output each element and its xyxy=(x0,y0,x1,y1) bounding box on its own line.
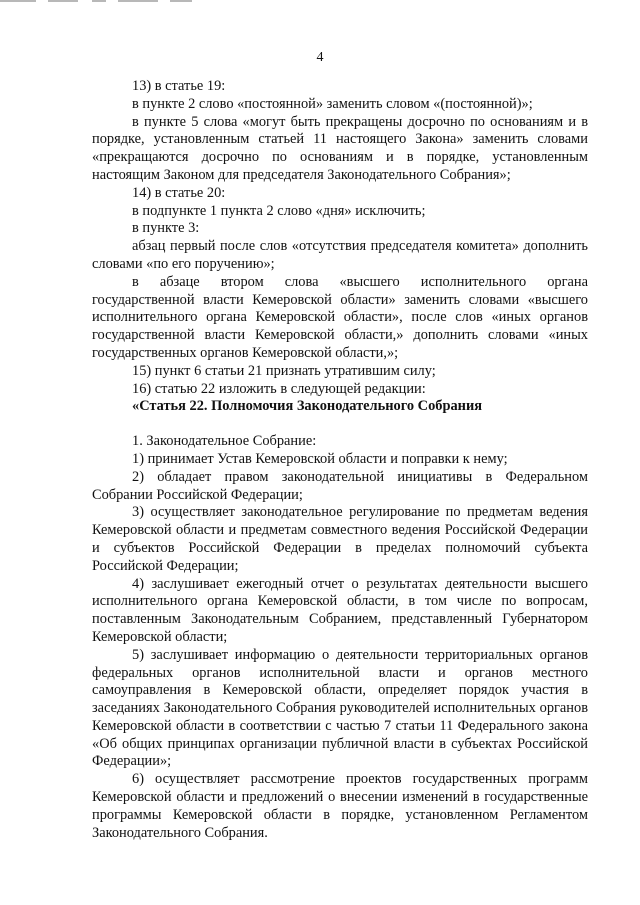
spacer xyxy=(92,416,588,433)
article-paragraph: 6) осуществляет рассмотрение проектов государственных программ Кемеровской области и предложений о внесении изменений в государственные программы Кемеровской области в порядке, установленном Регламентом Законодательного Собрания. xyxy=(92,771,588,841)
paragraph: в подпункте 1 пункта 2 слово «дня» исключить; xyxy=(132,202,426,219)
paragraph: 16) статью 22 изложить в следующей редакции: xyxy=(132,380,426,397)
article-paragraph: 5) заслушивает информацию о деятельности территориальных органов федеральных органов исполнительной власти и органов местного самоуправления в Кемеровской области, определяет порядок участия в заседаниях Законодательного Собрания руководителей исполнительных органов Кемеровской области в соответствии с частью 7 статьи 11 Федерального закона «Об общих принципах организации публичной власти в субъектах Российской Федерации»; xyxy=(92,646,588,770)
paragraph: 13) в статье 19: xyxy=(132,78,226,94)
page-number: 4 xyxy=(316,50,324,65)
article-paragraph: 2) обладает правом законодательной инициативы в Федеральном Собрании Российской Федерации; xyxy=(92,468,588,503)
article-heading: «Статья 22. Полномочия Законодательного Собрания xyxy=(132,398,483,415)
document-body xyxy=(92,78,588,842)
paragraph: 14) в статье 20: xyxy=(132,184,226,201)
article-paragraph: 1) принимает Устав Кемеровской области и поправки к нему; xyxy=(132,450,508,467)
paragraph: в абзаце втором слова «высшего исполнительного органа государственной власти Кемеровской области» заменить словами «высшего исполнительного органа Кемеровской области», после слов «иных органов государственной власти Кемеровской области,» дополнить словами «иных государственных органов Кемеровской области,»; xyxy=(92,273,588,361)
paragraph: в пункте 3: xyxy=(132,220,200,237)
article-paragraph: 1. Законодательное Собрание: xyxy=(132,433,317,450)
paragraph: в пункте 2 слово «постоянной» заменить словом «(постоянной)»; xyxy=(132,95,533,112)
paragraph: абзац первый после слов «отсутствия председателя комитета» дополнить словами «по его поручению»; xyxy=(92,238,588,272)
article-paragraph: 4) заслушивает ежегодный отчет о результатах деятельности высшего исполнительного органа Кемеровской области, в том числе по вопросам, поставленным Законодательным Собранием, представленный Губернатором Кемеровской области; xyxy=(92,575,588,645)
paragraph: 15) пункт 6 статьи 21 признать утратившим силу; xyxy=(132,362,436,379)
paragraph: в пункте 5 слова «могут быть прекращены досрочно по основаниям и в порядке, установленным статьей 11 настоящего Закона» заменить словами «прекращаются досрочно по основаниям и в порядке, установленным настоящим Законом для председателя Законодательного Собрания»; xyxy=(92,113,588,183)
scan-edge-marks xyxy=(0,0,640,3)
article-paragraph: 3) осуществляет законодательное регулирование по предметам ведения Кемеровской области и предметам совместного ведения Российской Федерации и субъектов Российской Федерации в пределах полномочий субъекта Российской Федерации; xyxy=(92,504,588,574)
